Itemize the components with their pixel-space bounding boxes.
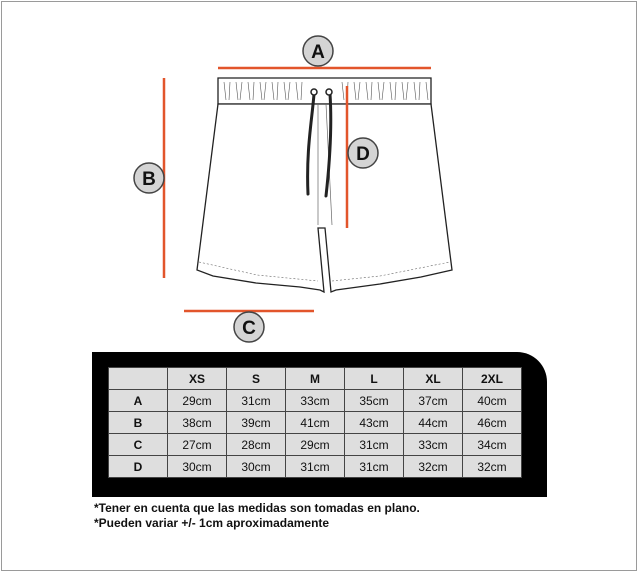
table-cell: 38cm: [168, 412, 227, 434]
table-cell: 31cm: [345, 456, 404, 478]
shorts-illustration: [197, 78, 452, 292]
table-row: [109, 434, 522, 456]
badge-a: [303, 36, 333, 66]
badge-c: [234, 312, 264, 342]
table-header-cell: [109, 368, 168, 390]
table-cell: 31cm: [345, 434, 404, 456]
row-label: D: [109, 456, 168, 478]
table-header-cell: S: [227, 368, 286, 390]
row-label: A: [109, 390, 168, 412]
table-row: [109, 412, 522, 434]
table-cell: 33cm: [404, 434, 463, 456]
measurement-notes: [94, 501, 420, 531]
badge-d: [348, 138, 378, 168]
table-cell: 39cm: [227, 412, 286, 434]
table-cell: 31cm: [286, 456, 345, 478]
table-cell: 46cm: [463, 412, 522, 434]
table-header-cell: XL: [404, 368, 463, 390]
table-header-row: [109, 368, 522, 390]
badge-d-text: D: [356, 144, 370, 165]
table-cell: 41cm: [286, 412, 345, 434]
table-cell: 32cm: [404, 456, 463, 478]
table-cell: 30cm: [168, 456, 227, 478]
row-label: C: [109, 434, 168, 456]
table-cell: 30cm: [227, 456, 286, 478]
badge-a-text: A: [311, 42, 325, 63]
badge-b: [134, 163, 164, 193]
note-line: *Pueden variar +/- 1cm aproximadamente: [94, 516, 330, 530]
table-cell: 33cm: [286, 390, 345, 412]
table-header-cell: 2XL: [463, 368, 522, 390]
table-cell: 40cm: [463, 390, 522, 412]
size-table: [108, 367, 522, 478]
table-cell: 32cm: [463, 456, 522, 478]
table-cell: 29cm: [286, 434, 345, 456]
table-cell: 29cm: [168, 390, 227, 412]
table-cell: 27cm: [168, 434, 227, 456]
badge-c-text: C: [242, 318, 256, 339]
table-header-cell: M: [286, 368, 345, 390]
badge-b-text: B: [142, 169, 156, 190]
table-row: [109, 456, 522, 478]
table-cell: 43cm: [345, 412, 404, 434]
table-cell: 44cm: [404, 412, 463, 434]
shorts-body: [197, 104, 452, 292]
table-row: [109, 390, 522, 412]
table-header-cell: XS: [168, 368, 227, 390]
table-cell: 35cm: [345, 390, 404, 412]
table-cell: 31cm: [227, 390, 286, 412]
row-label: B: [109, 412, 168, 434]
shorts-waistband: [218, 78, 431, 104]
table-cell: 34cm: [463, 434, 522, 456]
table-cell: 28cm: [227, 434, 286, 456]
note-line: *Tener en cuenta que las medidas son tomadas en plano.: [94, 501, 420, 515]
table-cell: 37cm: [404, 390, 463, 412]
table-header-cell: L: [345, 368, 404, 390]
